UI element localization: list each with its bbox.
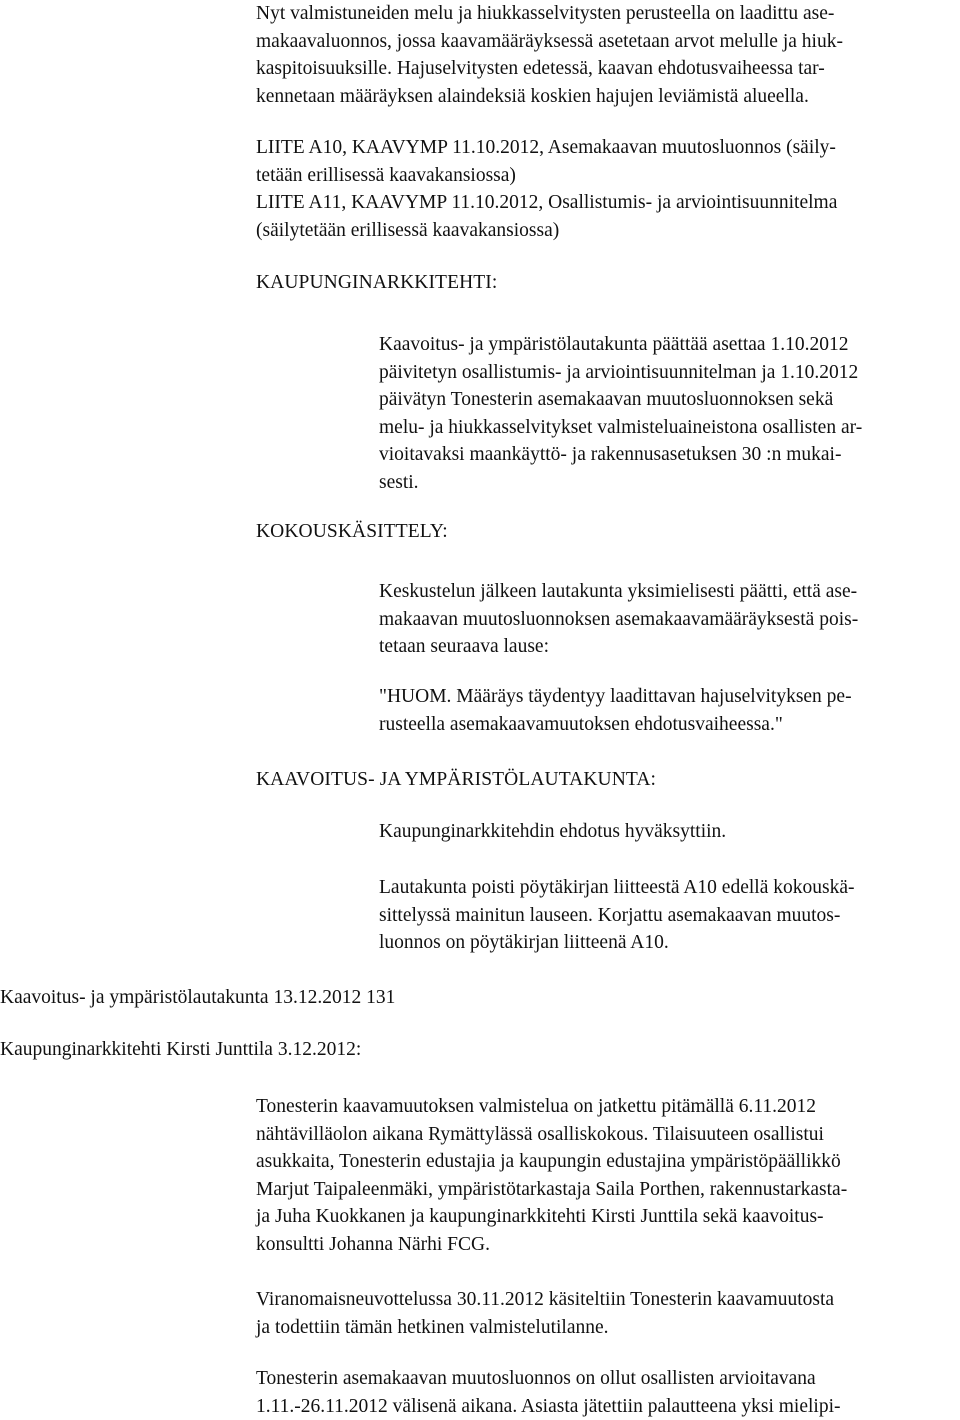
text-line: asukkaita, Tonesterin edustajia ja kaupungin edustajina ympäristöpäällikkö xyxy=(256,1151,841,1172)
text-line: Lautakunta poisti pöytäkirjan liitteestä A10 edellä kokouskä- xyxy=(379,877,855,898)
text-line: nähtävilläolon aikana Rymättylässä osalliskokous. Tilaisuuteen osallistui xyxy=(256,1123,824,1145)
text-line: konsultti Johanna Närhi FCG. xyxy=(256,1233,490,1255)
text-line: päivitetyn osallistumis- ja arviointisuunnitelman ja 1.10.2012 xyxy=(379,361,859,383)
text-line: Nyt valmistuneiden melu ja hiukkasselvitysten perusteella on laadittu ase- xyxy=(256,3,835,24)
appendix-line: (säilytetään erillisessä kaavakansiossa) xyxy=(256,219,560,241)
text-line: luonnos on pöytäkirjan liitteenä A10. xyxy=(379,932,669,953)
correction-paragraph xyxy=(379,874,854,957)
text-line: "HUOM. Määräys täydentyy laadittavan hajuselvityksen pe- xyxy=(379,686,852,707)
decision-paragraph xyxy=(379,818,726,846)
text-line: Kaavoitus- ja ympäristölautakunta päättää asettaa 1.10.2012 xyxy=(379,334,849,355)
text-line: ja todettiin tämän hetkinen valmistelutilanne. xyxy=(256,1316,609,1338)
text-line: Kaupunginarkkitehdin ehdotus hyväksyttiin. xyxy=(379,821,727,842)
section-heading-kokouskasittely: KOKOUSKÄSITTELY: xyxy=(256,521,448,542)
text-line: päivätyn Tonesterin asemakaavan muutosluonnoksen sekä xyxy=(379,389,834,410)
quoted-sentence xyxy=(379,683,852,738)
section-heading-kaupunginarkkitehti: KAUPUNGINARKKITEHTI: xyxy=(256,272,498,293)
text-line: Keskustelun jälkeen lautakunta yksimielisesti päätti, että ase- xyxy=(379,581,858,602)
text-line: makaavan muutosluonnoksen asemakaavamääräyksestä pois- xyxy=(379,608,859,630)
appendix-line: LIITE A11, KAAVYMP 11.10.2012, Osallistumis- ja arviointisuunnitelma xyxy=(256,192,838,213)
text-line: kennetaan määräyksen alaindeksiä koskien hajujen leviämistä alueella. xyxy=(256,85,809,107)
text-line: sittelyssä mainitun lauseen. Korjattu asemakaavan muutos- xyxy=(379,904,841,926)
meeting-header-line: Kaupunginarkkitehti Kirsti Junttila 3.12.2012: xyxy=(0,1038,362,1060)
appendix-line: tetään erillisessä kaavakansiossa) xyxy=(256,164,516,186)
meeting-header xyxy=(0,984,395,1063)
report-paragraph-2 xyxy=(256,1286,834,1341)
text-line: tetaan seuraava lause: xyxy=(379,636,549,657)
text-line: vioitavaksi maankäyttö- ja rakennusasetuksen 30 :n mukai- xyxy=(379,444,842,465)
text-line: makaavaluonnos, jossa kaavamääräyksessä asetetaan arvot melulle ja hiuk- xyxy=(256,30,843,52)
text-line: 1.11.-26.11.2012 välisenä aikana. Asiasta jätettiin palautteena yksi mielipi- xyxy=(256,1395,841,1417)
discussion-paragraph xyxy=(379,578,858,661)
text-line: ja Juha Kuokkanen ja kaupunginarkkitehti Kirsti Junttila sekä kaavoitus- xyxy=(256,1206,824,1227)
report-paragraph-1 xyxy=(256,1093,847,1258)
text-line: kaspitoisuuksille. Hajuselvitysten edetessä, kaavan ehdotusvaiheessa tar- xyxy=(256,58,825,79)
text-line: melu- ja hiukkasselvitykset valmisteluaineistona osallisten ar- xyxy=(379,416,863,438)
text-line: sesti. xyxy=(379,471,419,493)
text-line: Viranomaisneuvottelussa 30.11.2012 käsiteltiin Tonesterin kaavamuutosta xyxy=(256,1289,835,1310)
appendix-line: LIITE A10, KAAVYMP 11.10.2012, Asemakaavan muutosluonnos (säily- xyxy=(256,137,836,158)
text-line: Tonesterin asemakaavan muutosluonnos on ollut osallisten arvioitavana xyxy=(256,1368,816,1389)
meeting-header-line: Kaavoitus- ja ympäristölautakunta 13.12.2012 131 xyxy=(0,987,396,1008)
proposal-paragraph xyxy=(379,331,862,496)
text-line: Marjut Taipaleenmäki, ympäristötarkastaja Saila Porthen, rakennustarkasta- xyxy=(256,1178,848,1200)
appendix-references xyxy=(256,134,837,244)
text-line: Tonesterin kaavamuutoksen valmistelua on jatkettu pitämällä 6.11.2012 xyxy=(256,1096,817,1117)
text-line: rusteella asemakaavamuutoksen ehdotusvaiheessa." xyxy=(379,713,783,735)
intro-paragraph xyxy=(256,0,843,110)
section-heading-lautakunta: KAAVOITUS- JA YMPÄRISTÖLAUTAKUNTA: xyxy=(256,769,657,790)
report-paragraph-3 xyxy=(256,1365,841,1420)
